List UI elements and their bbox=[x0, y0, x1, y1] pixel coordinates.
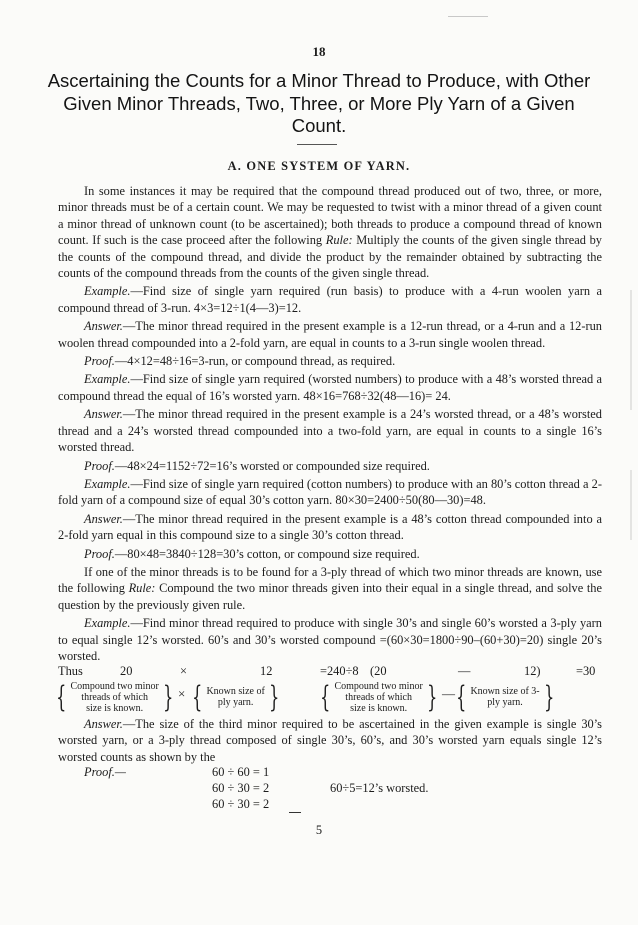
proof-line-3: 60 ÷ 30 = 2 bbox=[212, 797, 270, 811]
right-brace: } bbox=[162, 680, 174, 714]
legend-far-right-text: Known size of 3- ply yarn. bbox=[470, 686, 540, 708]
answer-text: —The minor thread required in the present example is a 24’s worsted thread, or a 48’s worsted thread and a 24’s worsted thread compounded into a two-fold yarn, are equal in counts to a single 16’s worsted thread. bbox=[58, 407, 602, 455]
intro-rule-text: Multiply the counts of the given single thread by the counts of the compound thread, and divide the product by the remainder obtained by subtracting the counts of the compound threads from the counts of the given single thread. bbox=[58, 233, 602, 281]
proof-label: Proof. bbox=[84, 458, 115, 473]
example-2 bbox=[58, 371, 602, 404]
formula-b: 12 bbox=[260, 664, 273, 678]
three-ply-paragraph bbox=[58, 564, 602, 613]
legend-middle-text: Known size of ply yarn. bbox=[206, 686, 265, 708]
formula-legend bbox=[58, 680, 602, 716]
right-brace: } bbox=[543, 680, 554, 714]
formula-result: =240÷8 bbox=[320, 664, 359, 678]
legend-left-group bbox=[52, 680, 177, 714]
page-edge-shadow bbox=[630, 290, 632, 410]
example-1 bbox=[58, 283, 602, 316]
proof-text: —48×24=1152÷72=16’s worsted or compounded size required. bbox=[114, 458, 430, 473]
rule-label: Rule: bbox=[128, 581, 156, 596]
answer-1 bbox=[58, 318, 602, 351]
proof-line-2: 60 ÷ 30 = 2 bbox=[212, 781, 270, 795]
legend-middle-group bbox=[188, 680, 283, 714]
proof-result: 60÷5=12’s worsted. bbox=[330, 781, 429, 795]
legend-dash: — bbox=[442, 686, 455, 701]
formula-c: (20 bbox=[370, 664, 387, 678]
top-dash-mark bbox=[448, 16, 488, 17]
legend-far-right-group bbox=[452, 680, 558, 714]
page-number: 18 bbox=[312, 44, 326, 59]
legend-times: × bbox=[178, 686, 186, 701]
legend-right-group bbox=[316, 680, 441, 714]
legend-left-text: Compound two minor threads of which size is known. bbox=[70, 680, 159, 714]
example-4 bbox=[58, 615, 602, 664]
intro-text: In some instances it may be required that the compound thread produced out of two, three, or more, minor threads must be of a certain count. We may be requested to twist with a minor thread of a given count a minor thread of unknown count (to be ascertained); both threads to produce a compound thread of known count. If such is the case proceed after the following bbox=[58, 184, 602, 248]
answer-label: Answer. bbox=[84, 319, 123, 334]
example-text: —Find size of single yarn required (worsted numbers) to produce with a 48’s worsted thread a compound thread the equal of 16’s worsted yarn. 48×16=768÷32(48—16)= 24. bbox=[58, 372, 602, 403]
final-proof bbox=[58, 764, 602, 814]
example-text: —Find size of single yarn required (run basis) to produce with a 4-run woolen yarn a compound thread of 3-run. 4×3=12÷1(4—3)=12. bbox=[58, 284, 602, 315]
legend-right-text: Compound two minor threads of which size is known. bbox=[334, 680, 423, 714]
answer-label: Answer. bbox=[84, 717, 123, 731]
example-label: Example. bbox=[84, 476, 131, 491]
section-heading: A. ONE SYSTEM OF YARN. bbox=[227, 159, 411, 173]
example-label: Example. bbox=[84, 372, 131, 387]
right-brace: } bbox=[426, 680, 438, 714]
formula-a: 20 bbox=[120, 664, 133, 678]
rule-label: Rule: bbox=[325, 233, 353, 248]
answer-label: Answer. bbox=[84, 407, 123, 422]
intro-paragraph bbox=[58, 183, 602, 281]
page-title: Ascertaining the Counts for a Minor Thread to Produce, with Other Given Minor Threads, Two, Three, or More Ply Yarn of a Given Count. bbox=[47, 70, 591, 136]
answer-3 bbox=[58, 511, 602, 544]
left-brace: { bbox=[56, 680, 67, 714]
formula-line bbox=[58, 663, 602, 679]
footer-rule bbox=[289, 812, 301, 813]
proof-text: —80×48=3840÷128=30’s cotton, or compound size required. bbox=[114, 546, 420, 561]
proof-2 bbox=[58, 458, 602, 474]
answer-label: Answer. bbox=[84, 511, 123, 526]
three-ply-text: If one of the minor threads is to be found for a 3-ply thread of which two minor threads are known, use the following bbox=[58, 564, 602, 596]
right-brace: } bbox=[268, 680, 280, 714]
proof-label: Proof.— bbox=[84, 765, 126, 779]
proof-3 bbox=[58, 546, 602, 562]
answer-text: —The size of the third minor required to be ascertained in the given example is single 30’s worsted yarn, or a 3-ply thread composed of single 30’s, 60’s, and 30’s worsted yarn equals single 12’s worsted counts as shown by the bbox=[58, 717, 602, 764]
body-text bbox=[58, 183, 602, 664]
example-label: Example. bbox=[84, 284, 131, 299]
footer-number: 5 bbox=[315, 823, 323, 837]
example-text: —Find minor thread required to produce with single 30’s and single 60’s worsted a 3-ply yarn to equal single 12’s worsted. 60’s and 30’s worsted compound =(60×30=1800÷90–(60+30)=20) single 20’s worsted. bbox=[58, 616, 602, 663]
left-brace: { bbox=[456, 680, 467, 714]
title-separator bbox=[297, 144, 337, 145]
page-edge-shadow bbox=[630, 470, 632, 540]
left-brace: { bbox=[192, 680, 203, 714]
answer-text: —The minor thread required in the present example is a 12-run thread, or a 4-run and a 12-run woolen thread compounded into a 2-fold yarn, are equal in counts to a 3-run single woolen thread. bbox=[58, 319, 602, 350]
example-4-answer bbox=[58, 716, 602, 765]
example-label: Example. bbox=[84, 616, 131, 631]
answer-2 bbox=[58, 406, 602, 455]
proof-text: —4×12=48÷16=3-run, or compound thread, as required. bbox=[114, 354, 396, 369]
formula-thus: Thus bbox=[58, 664, 83, 678]
formula-final: =30 bbox=[576, 664, 596, 678]
proof-1 bbox=[58, 353, 602, 369]
proof-label: Proof. bbox=[84, 354, 115, 369]
example-3 bbox=[58, 476, 602, 509]
answer-text: —The minor thread required in the present example is a 48’s cotton thread compounded into a 2-fold yarn equal in this compound size to a single 30’s cotton thread. bbox=[58, 511, 602, 543]
formula-times: × bbox=[180, 664, 187, 678]
formula-d: 12) bbox=[524, 664, 541, 678]
proof-line-1: 60 ÷ 60 = 1 bbox=[212, 765, 270, 779]
left-brace: { bbox=[320, 680, 331, 714]
formula-minus: — bbox=[458, 664, 471, 678]
three-ply-rule-text: Compound the two minor threads given into their equal in a single thread, and solve the question by the previously given rule. bbox=[58, 581, 602, 612]
example-text: —Find size of single yarn required (cotton numbers) to produce with an 80’s cotton thread a 2-fold yarn of a compound size of equal 30’s cotton yarn. 80×30=2400÷50(80—30)=48. bbox=[58, 476, 602, 508]
proof-label: Proof. bbox=[84, 546, 115, 561]
